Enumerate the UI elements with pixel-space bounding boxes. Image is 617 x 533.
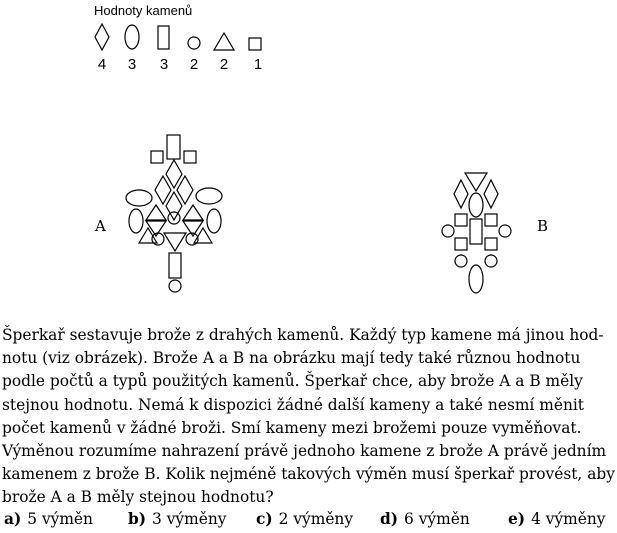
a-diamond <box>155 176 171 204</box>
brooch-b <box>442 173 511 293</box>
answer-option-d[interactable] <box>380 510 470 528</box>
answer-text: 3 výměny <box>152 510 227 528</box>
brooch-a-label: A <box>95 217 106 235</box>
answer-letter: a) <box>4 510 22 528</box>
answer-option-a[interactable] <box>4 510 93 528</box>
b-circle <box>499 225 511 237</box>
legend-value-rectangle: 3 <box>159 56 169 73</box>
problem-text <box>2 324 614 510</box>
a-square <box>151 151 163 163</box>
answer-option-b[interactable] <box>128 510 226 528</box>
b-square <box>455 214 467 226</box>
problem-line: notu (viz obrázek). Brože A a B na obrázku mají tedy také různou hodnotu <box>2 349 581 368</box>
b-rectangle <box>470 219 482 244</box>
a-rectangle-top <box>167 135 180 159</box>
b-circle <box>485 255 497 267</box>
answer-letter: d) <box>380 510 399 528</box>
answer-letter: c) <box>256 510 273 528</box>
a-circle <box>152 233 164 245</box>
a-triangle <box>146 205 166 220</box>
problem-line: Šperkař sestavuje brože z drahých kamenů. Každý typ kamene má jinou hod- <box>2 326 604 344</box>
b-circle <box>442 225 454 237</box>
b-square <box>485 238 497 250</box>
answer-letter: e) <box>508 510 526 528</box>
b-ellipse <box>469 265 483 293</box>
legend-title: Hodnoty kamenů <box>94 3 193 18</box>
b-diamond <box>454 180 468 208</box>
b-diamond <box>484 180 498 208</box>
a-square <box>184 151 196 163</box>
a-triangle-down <box>164 233 186 251</box>
a-triangle <box>183 205 203 220</box>
b-circle <box>455 255 467 267</box>
brooch-a <box>126 135 222 292</box>
a-diamond <box>166 160 182 188</box>
problem-line: stejnou hodnotu. Nemá k dispozici žádné další kameny a také nesmí měnit <box>2 395 584 414</box>
a-circle <box>168 212 180 224</box>
answer-text: 2 výměny <box>278 510 354 528</box>
a-ellipse <box>126 190 152 206</box>
b-triangle-down <box>465 173 487 191</box>
brooch-b-label: B <box>537 217 549 235</box>
b-square <box>455 238 467 250</box>
answer-letter: b) <box>128 510 147 528</box>
a-ellipse <box>207 209 221 233</box>
legend-value-triangle: 2 <box>219 56 229 73</box>
a-diamond <box>177 176 193 204</box>
legend-diamond-icon <box>95 24 109 50</box>
problem-line: brože A a B měly stejnou hodnotu? <box>2 488 274 507</box>
legend-value-ellipse: 3 <box>127 56 137 73</box>
answer-text: 5 výměn <box>27 510 93 528</box>
legend-square-icon <box>249 38 261 50</box>
legend-triangle-icon <box>214 33 234 50</box>
problem-line: kamenem z brože B. Kolik nejméně takových výměn musí šperkař provést, aby <box>2 465 615 484</box>
b-square <box>485 214 497 226</box>
b-ellipse <box>469 193 483 217</box>
problem-line: Výměnou rozumíme nahrazení právě jednoho kamene z brože A právě jedním <box>2 442 607 461</box>
legend-value-circle: 2 <box>189 56 199 73</box>
legend-ellipse-icon <box>125 25 139 49</box>
a-circle <box>169 280 181 292</box>
problem-line: podle počtů a typů použitých kamenů. Šperkař chce, aby brože A a B měly <box>2 372 583 391</box>
answer-text: 4 výměny <box>531 510 606 528</box>
legend-rectangle-icon <box>158 26 169 49</box>
legend-value-square: 1 <box>253 56 263 73</box>
answer-option-c[interactable] <box>256 510 353 528</box>
problem-line: počet kamenů v žádné broži. Smí kameny mezi brožemi pouze vyměňovat. <box>2 418 582 437</box>
answer-option-e[interactable] <box>508 510 605 528</box>
legend-value-diamond: 4 <box>97 56 107 73</box>
legend-circle-icon <box>188 37 200 49</box>
a-ellipse <box>129 209 143 233</box>
a-rectangle <box>169 253 181 278</box>
a-ellipse <box>196 188 222 204</box>
answer-text: 6 výměn <box>404 510 470 528</box>
a-triangle <box>139 228 157 243</box>
